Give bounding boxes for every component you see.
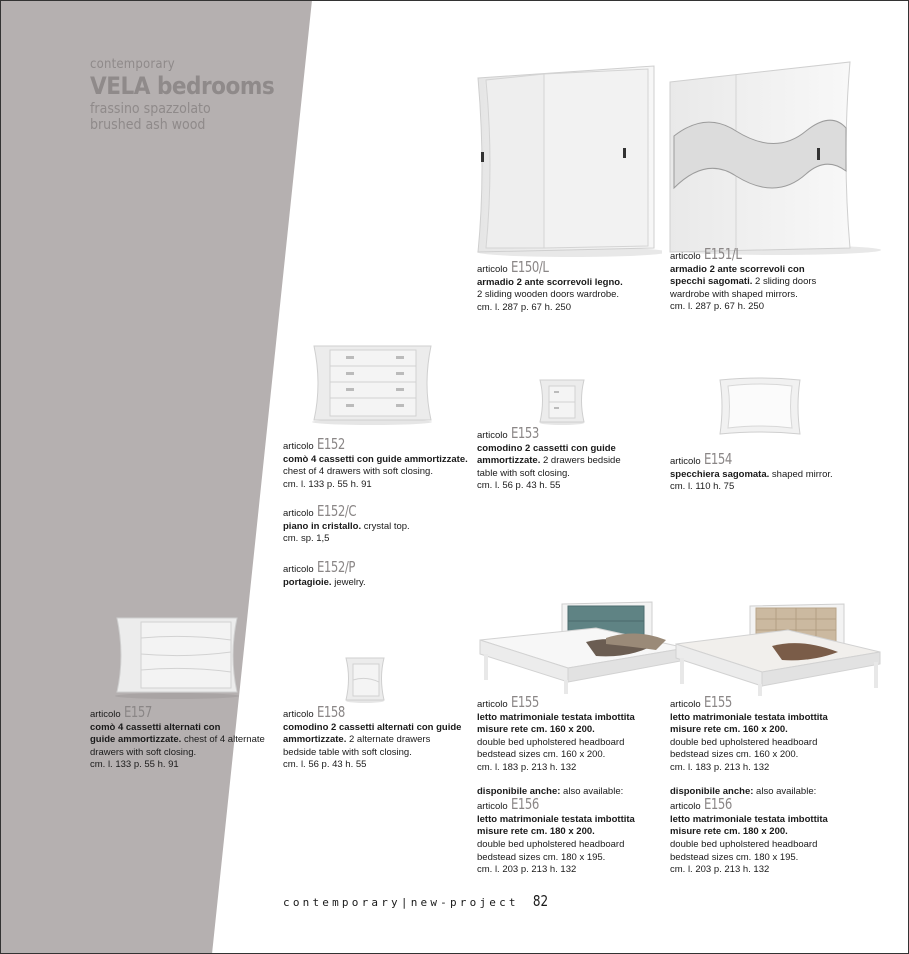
article-code: E152/P: [316, 558, 355, 576]
description-it: specchiera sagomata.: [670, 468, 770, 480]
description-en: chest of 4 alternate: [183, 734, 265, 746]
dimensions: cm. l. 287 p. 67 h. 250: [477, 301, 572, 313]
mirror-e154-image: [718, 376, 802, 438]
description-it-cont: misure rete cm. 160 x 200.: [670, 724, 788, 736]
dimensions: cm. l. 56 p. 43 h. 55: [283, 759, 367, 771]
article-prefix: articolo: [283, 508, 314, 519]
description-it-cont: guide ammortizzate.: [90, 734, 182, 746]
article-code: E151/L: [703, 245, 742, 263]
product-e150l: [477, 258, 623, 314]
header-finish-en: brushed ash wood: [90, 116, 206, 133]
article-prefix: articolo: [283, 441, 314, 452]
product-e155-beige: [670, 693, 828, 877]
bed-e155-teal-image: [476, 598, 690, 696]
description-it: portagioie.: [283, 576, 332, 588]
description-en: crystal top.: [363, 520, 410, 532]
alt-description-en-cont: bedstead sizes cm. 180 x 195.: [477, 851, 606, 863]
dimensions: cm. l. 56 p. 43 h. 55: [477, 480, 561, 492]
wardrobe-e150l-image: [472, 60, 662, 260]
article-code: E155: [703, 693, 732, 711]
description-it: comò 4 cassetti con guide ammortizzate.: [283, 453, 468, 465]
article-prefix: articolo: [670, 456, 701, 467]
article-code: E157: [123, 703, 152, 721]
description-it: comodino 2 cassetti con guide: [477, 442, 616, 454]
header-finish-it: frassino spazzolato: [90, 100, 211, 117]
article-code: E150/L: [510, 258, 549, 276]
description-en-cont: bedside table with soft closing.: [283, 746, 412, 758]
alt-description-en: double bed upholstered headboard: [670, 838, 818, 850]
alt-description-en: double bed upholstered headboard: [477, 838, 625, 850]
article-code: E152/C: [316, 502, 356, 520]
alt-article-code: E156: [703, 795, 732, 814]
description-en: 2 sliding doors: [755, 276, 817, 288]
dimensions: cm. l. 183 p. 213 h. 132: [477, 761, 577, 773]
product-e152c: [283, 502, 410, 546]
description-it: letto matrimoniale testata imbottita: [670, 711, 828, 723]
dimensions: cm. l. 133 p. 55 h. 91: [283, 478, 372, 490]
page-footer: [283, 892, 550, 910]
product-e153: [477, 424, 621, 493]
description-it: piano in cristallo.: [283, 520, 362, 532]
article-code: E158: [316, 703, 345, 721]
alt-description-it-cont: misure rete cm. 180 x 200.: [670, 826, 788, 838]
alt-description-it-cont: misure rete cm. 180 x 200.: [477, 826, 595, 838]
alt-dimensions: cm. l. 203 p. 213 h. 132: [477, 864, 577, 876]
alt-article-prefix: articolo: [477, 801, 508, 813]
product-e152: [283, 435, 468, 491]
description-en-cont: table with soft closing.: [477, 467, 570, 479]
article-prefix: articolo: [283, 709, 314, 720]
product-e152p: [283, 558, 366, 589]
description-it: comò 4 cassetti alternati con: [90, 721, 221, 733]
description-it: letto matrimoniale testata imbottita: [477, 711, 635, 723]
description-en: double bed upholstered headboard: [477, 736, 625, 748]
description-it: armadio 2 ante scorrevoli legno.: [477, 276, 623, 288]
dimensions: cm. sp. 1,5: [283, 533, 330, 545]
alt-description-en-cont: bedstead sizes cm. 180 x 195.: [670, 851, 799, 863]
article-prefix: articolo: [90, 709, 121, 720]
also-available-en: also available:: [756, 785, 817, 797]
description-it: comodino 2 cassetti alternati con guide: [283, 721, 462, 733]
alt-description-it: letto matrimoniale testata imbottita: [477, 813, 635, 825]
article-prefix: articolo: [670, 251, 701, 262]
alt-dimensions: cm. l. 203 p. 213 h. 132: [670, 864, 770, 876]
article-code: E155: [510, 693, 539, 711]
alt-article-code: E156: [510, 795, 539, 814]
article-prefix: articolo: [477, 430, 508, 441]
article-prefix: articolo: [283, 564, 314, 575]
product-e158: [283, 703, 462, 772]
also-available-en: also available:: [563, 785, 624, 797]
product-e157: [90, 703, 265, 772]
description-en: jewelry.: [334, 576, 366, 588]
description-it-cont: ammortizzate.: [283, 734, 347, 746]
article-prefix: articolo: [670, 699, 701, 710]
article-code: E153: [510, 424, 539, 442]
product-e151l: [670, 245, 817, 314]
footer-text: contemporary|new-project: [283, 896, 519, 909]
article-code: E152: [316, 435, 345, 453]
description-en-cont: wardrobe with shaped mirrors.: [670, 288, 798, 300]
collection-header: [90, 58, 274, 133]
dimensions: cm. l. 183 p. 213 h. 132: [670, 761, 770, 773]
product-e155-teal: [477, 693, 635, 877]
description-en: shaped mirror.: [771, 468, 833, 480]
nightstand-e158-image: [344, 656, 386, 704]
description-it: armadio 2 ante scorrevoli con: [670, 263, 805, 275]
also-available-it: disponibile anche:: [670, 785, 754, 797]
alt-description-it: letto matrimoniale testata imbottita: [670, 813, 828, 825]
header-style: contemporary: [90, 57, 175, 72]
dimensions: cm. l. 287 p. 67 h. 250: [670, 301, 765, 313]
description-en-cont: bedstead sizes cm. 160 x 200.: [477, 749, 606, 761]
bed-e155-beige-image: [672, 600, 886, 698]
wardrobe-e151l-image: [666, 56, 888, 256]
description-en: chest of 4 drawers with soft closing.: [283, 466, 433, 478]
description-en: 2 alternate drawers: [349, 734, 431, 746]
header-title: VELA bedrooms: [90, 71, 275, 100]
description-en: 2 drawers bedside: [543, 455, 621, 467]
dimensions: cm. l. 110 h. 75: [670, 481, 735, 493]
article-prefix: articolo: [477, 699, 508, 710]
article-code: E154: [703, 450, 732, 468]
article-prefix: articolo: [477, 264, 508, 275]
description-it-cont: specchi sagomati.: [670, 276, 753, 288]
chest-e157-image: [113, 614, 241, 700]
nightstand-e153-image: [538, 378, 586, 426]
page-number: 82: [532, 892, 548, 910]
chest-e152-image: [310, 344, 435, 426]
description-en: double bed upholstered headboard: [670, 736, 818, 748]
also-available-it: disponibile anche:: [477, 785, 561, 797]
description-en: 2 sliding wooden doors wardrobe.: [477, 289, 620, 301]
product-e154: [670, 450, 833, 494]
dimensions: cm. l. 133 p. 55 h. 91: [90, 759, 179, 771]
description-it-cont: ammortizzate.: [477, 455, 541, 467]
description-en-cont: drawers with soft closing.: [90, 746, 197, 758]
description-it-cont: misure rete cm. 160 x 200.: [477, 724, 595, 736]
alt-article-prefix: articolo: [670, 801, 701, 813]
description-en-cont: bedstead sizes cm. 160 x 200.: [670, 749, 799, 761]
